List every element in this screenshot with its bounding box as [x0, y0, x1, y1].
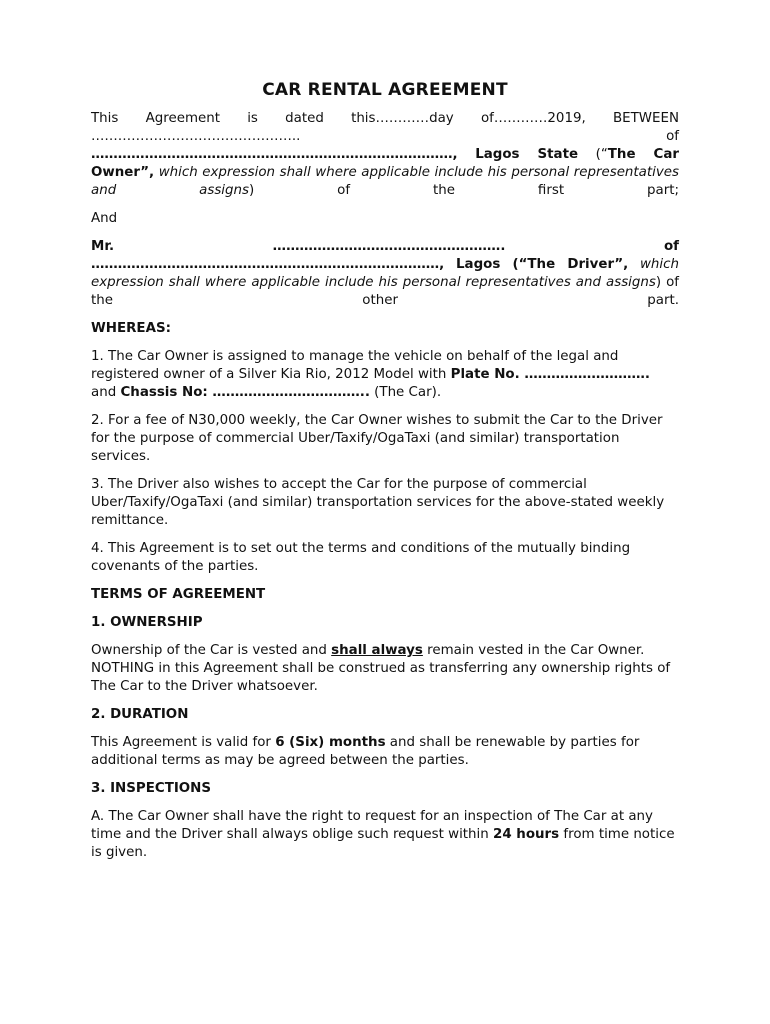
duration-text-b: and shall be renewable by parties for additional terms as may be agreed between the parties. [91, 735, 640, 768]
ownership-heading: 1. OWNERSHIP [91, 615, 203, 630]
second-party-lagos: Lagos (“The Driver”, [456, 257, 629, 272]
chassis-number: Chassis No: …………………………….. [120, 385, 370, 400]
whereas-item-4: 4. This Agreement is to set out the terms and conditions of the mutually binding covenants of the parties. [91, 541, 631, 574]
second-party-expression: which expression shall where applicable include his personal representatives and assigns [91, 257, 679, 290]
second-party-clause [91, 256, 679, 310]
inspections-text-a: A. The Car Owner shall have the right to request for an inspection of The Car at any time and the Driver shall always oblige such request within [91, 809, 653, 842]
whereas-heading: WHEREAS: [91, 321, 171, 336]
inspections-heading: 3. INSPECTIONS [91, 781, 212, 796]
inspections-emphasis: 24 hours [493, 827, 560, 842]
whereas-item-1 [91, 348, 679, 402]
ownership-emphasis: shall always [331, 643, 423, 658]
second-party-dots-2: ……………………………………………………………………, [91, 257, 445, 272]
duration-text [91, 734, 679, 770]
whereas-item-1-text: 1. The Car Owner is assigned to manage the vehicle on behalf of the legal and registered owner of a Silver Kia Rio, 2012 Model with [91, 349, 619, 382]
inspections-text [91, 808, 679, 862]
second-party-of: of [663, 239, 679, 254]
terms-heading: TERMS OF AGREEMENT [91, 587, 266, 602]
document-title: CAR RENTAL AGREEMENT [262, 80, 508, 100]
duration-text-a: This Agreement is valid for [91, 735, 276, 750]
whereas-item-2: 2. For a fee of N30,000 weekly, the Car Owner wishes to submit the Car to the Driver for the purpose of commercial Uber/Taxify/OgaTaxi (and similar) transportation services. [91, 413, 663, 464]
intro-open-quote: (“ [595, 147, 608, 162]
intro-tail: ) of the first part; [248, 183, 679, 198]
second-party-tail: ) of the other part. [91, 275, 679, 308]
whereas-item-3: 3. The Driver also wishes to accept the Car for the purpose of commercial Uber/Taxify/OgaTaxi (and similar) transportation services for the above-stated weekly remittance. [91, 477, 665, 528]
duration-heading: 2. DURATION [91, 707, 189, 722]
intro-party-name: The Car Owner”, [91, 147, 679, 180]
ownership-text-b: remain vested in the Car Owner. NOTHING in this Agreement shall be construed as transferring any ownership rights of The Car to the Driver whatsoever. [91, 643, 671, 694]
intro-dots: ………………………………………………………………………, [91, 147, 458, 162]
second-party-mr: Mr. [91, 239, 115, 254]
duration-emphasis: 6 (Six) months [275, 735, 386, 750]
plate-number: Plate No. ………………………. [450, 367, 650, 382]
intro-expression: which expression shall where applicable include his personal representatives and assigns [91, 165, 679, 198]
inspections-text-b: from time notice is given. [91, 827, 675, 860]
second-party-line [91, 238, 679, 256]
intro-state: Lagos State [475, 147, 579, 162]
intro-line: This Agreement is dated this…………day of…………2019, BETWEEN ……………………………………….. of [91, 111, 679, 144]
and-line: And [91, 211, 118, 226]
second-party-dots: ……………………………………………. [272, 239, 506, 254]
whereas-item-1-end: (The Car). [369, 385, 442, 400]
intro-owner-clause [91, 146, 679, 200]
ownership-text [91, 642, 679, 696]
ownership-text-a: Ownership of the Car is vested and [91, 643, 332, 658]
document-body [91, 78, 679, 862]
whereas-item-1-and: and [91, 385, 121, 400]
